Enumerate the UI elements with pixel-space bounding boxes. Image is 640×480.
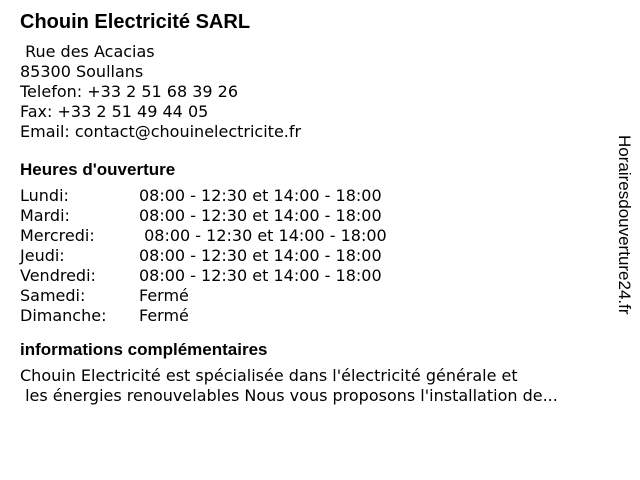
city-address: 85300 Soullans: [20, 62, 144, 81]
day-label: Lundi:: [20, 186, 69, 205]
day-hours: Fermé: [139, 286, 189, 305]
additional-info-heading: informations complémentaires: [20, 340, 268, 359]
hours-row-jeudi: [20, 246, 610, 266]
email-address[interactable]: Email: contact@chouinelectricite.fr: [20, 122, 302, 141]
info-line: Chouin Electricité est spécialisée dans l'électricité générale et: [20, 366, 518, 385]
hours-row-vendredi: [20, 266, 610, 286]
site-watermark: Horairesdouverture24.fr: [615, 135, 634, 315]
opening-hours-heading: Heures d'ouverture: [20, 160, 176, 179]
day-label: Mardi:: [20, 206, 70, 225]
day-hours: 08:00 - 12:30 et 14:00 - 18:00: [139, 266, 382, 285]
day-hours: 08:00 - 12:30 et 14:00 - 18:00: [139, 246, 382, 265]
day-label: Dimanche:: [20, 306, 107, 325]
hours-row-samedi: [20, 286, 610, 306]
additional-info-text: [20, 366, 610, 406]
day-hours: 08:00 - 12:30 et 14:00 - 18:00: [139, 206, 382, 225]
phone-number[interactable]: Telefon: +33 2 51 68 39 26: [20, 82, 239, 101]
fax-number: Fax: +33 2 51 49 44 05: [20, 102, 209, 121]
hours-row-lundi: [20, 186, 610, 206]
business-card: [20, 10, 610, 406]
contact-block: [20, 42, 610, 142]
business-name: Chouin Electricité SARL: [20, 11, 251, 33]
info-line: les énergies renouvelables Nous vous proposons l'installation de...: [20, 386, 558, 405]
day-hours: 08:00 - 12:30 et 14:00 - 18:00: [139, 186, 382, 205]
day-label: Mercredi:: [20, 226, 95, 245]
street-address: Rue des Acacias: [20, 42, 155, 61]
day-label: Jeudi:: [20, 246, 65, 265]
day-label: Samedi:: [20, 286, 86, 305]
hours-row-mardi: [20, 206, 610, 226]
day-hours: 08:00 - 12:30 et 14:00 - 18:00: [139, 226, 387, 245]
day-label: Vendredi:: [20, 266, 96, 285]
hours-row-mercredi: [20, 226, 610, 246]
hours-row-dimanche: [20, 306, 610, 326]
day-hours: Fermé: [139, 306, 189, 325]
opening-hours-table: [20, 186, 610, 326]
